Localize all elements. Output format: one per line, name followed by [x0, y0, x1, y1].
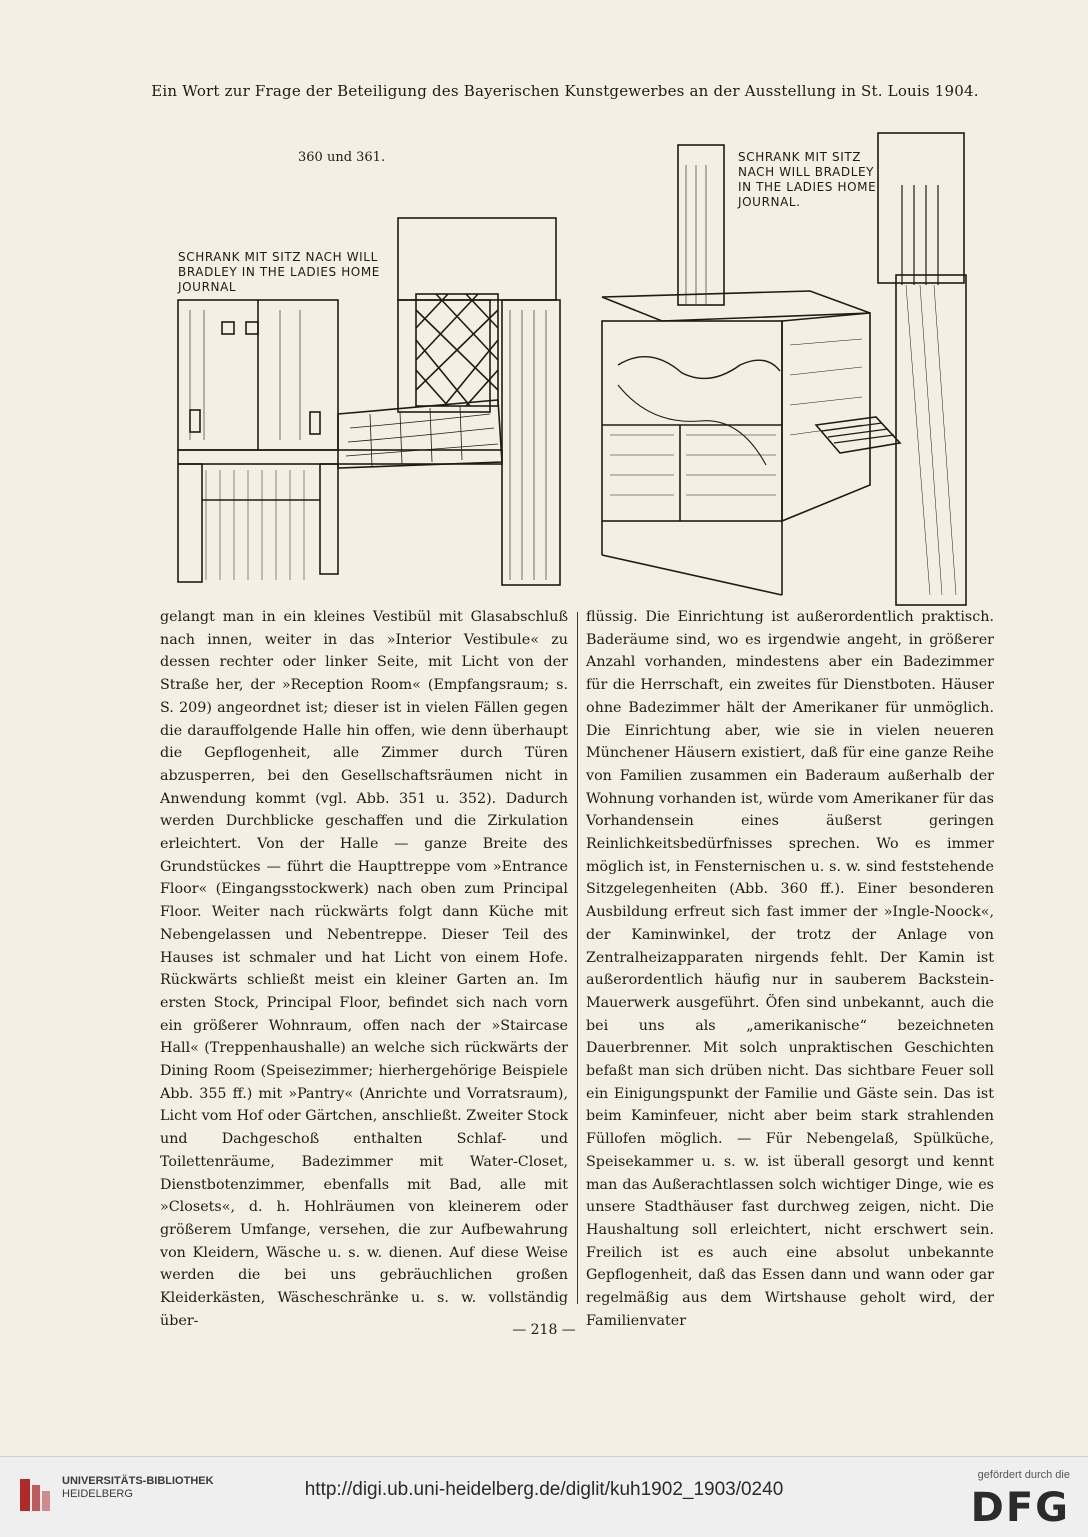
paragraph-left: gelangt man in ein kleines Vestibül mit Glasabschluß nach innen, weiter in das »Interior Vestibule« zu dessen rechter oder linker Seite, mit Licht von der Straße her, der »Reception Room« (Empfangsraum; s. S. 209) angeordnet ist; dieser ist in vielen Fällen gegen die darauffolgende Halle hin offen, wie denn überhaupt die Gepflogenheit, alle Zimmer durch Türen abzusperren, bei den Gesellschaftsräumen nicht in Anwendung kommt (vgl. Abb. 351 u. 352). Dadurch werden Durchblicke geschaffen und die Zirkulation erleichtert. Von der Halle — ganze Breite des Grundstückes — führt die Haupttreppe vom »Entrance Floor« (Eingangsstockwerk) nach oben zum Principal Floor. Weiter nach rückwärts folgt dann Küche mit Nebengelassen und Nebentreppe. Dieser Teil des Hauses ist schmaler und hat Licht von einem Hofe. Rückwärts schließt meist ein kleiner Garten an. Im ersten Stock, Principal Floor, befindet sich nach vorn ein größerer Wohnraum, offen nach der »Staircase Hall« (Treppenhaushalle) an welche sich rückwärts der Dining Room (Speisezimmer; hierhergehörige Beispiele Abb. 355 ff.) mit »Pantry« (Anrichte und Vorratsraum), Licht vom Hof oder Gärtchen, anschließt. Zweiter Stock und Dachgeschoß enthalten Schlaf- und Toilettenräume, Badezimmer mit Water-Closet, Dienstbotenzimmer, ebenfalls mit Bad, alle mit »Closets«, d. h. Hohlräumen von kleinerem oder größerem Umfange, versehen, die zur Aufbewahrung von Kleidern, Wäsche u. s. w. dienen. Auf diese Weise werden die bei uns gebräuchlichen großen Kleiderkästen, Wäscheschränke u. s. w. vollständig über- — [160, 609, 568, 1329]
digitization-url[interactable]: http://digi.ub.uni-heidelberg.de/diglit/kuh1902_1903/0240 — [304, 1479, 784, 1500]
figure-caption-left: SCHRANK MIT SITZ NACH WILL BRADLEY IN THE LADIES HOME JOURNAL — [178, 250, 380, 294]
paragraph-right: flüssig. Die Einrichtung ist außerordentlich praktisch. Baderäume sind, wo es irgendwie angeht, in größerer Anzahl vorhanden, mindestens aber ein Badezimmer für die Herrschaft, ein zweites für Dienstboten. Häuser ohne Badezimmer hält der Amerikaner für unmöglich. Die Einrichtung aber, wie sie in vielen neueren Münchener Häusern existiert, daß für eine ganze Reihe von Familien zusammen ein Baderaum außerhalb der Wohnung vorhanden ist, würde vom Amerikaner für das Vorhandensein eines äußerst geringen Reinlichkeitsbedürfnisses sprechen. Wo es immer möglich ist, in Fensternischen u. s. w. sind feststehende Sitzgelegenheiten (Abb. 360 ff.). Einer besonderen Ausbildung erfreut sich fast immer der »Ingle-Noock«, der Kaminwinkel, der trotz der Anlage von Zentralheizapparaten nirgends fehlt. Der Kamin ist außerordentlich häufig nur in sauberem Backstein-Mauerwerk ausgeführt. Öfen sind unbekannt, auch die bei uns als „amerikanische“ bezeichneten Dauerbrenner. Mit solch unpraktischen Geschichten befaßt man sich drüben nicht. Das sichtbare Feuer soll ein Einigungspunkt der Familie und Gäste sein. Das ist beim Kaminfeuer, nicht aber beim stark strahlenden Füllofen möglich. — Für Nebengelaß, Spülküche, Speisekammer u. s. w. ist überall gesorgt und kennt man das Außerachtlassen solch wichtiger Dinge, wie es unsere Stadthäuser fast durchweg zeigen, nicht. Die Haushaltung soll erleichtert, nicht erschwert sein. Freilich ist es auch eine absolut unbekannte Gepflogenheit, daß das Essen dann und wann oder gar regelmäßig aus dem Wirtshause geholt wird, der Familienvater — [586, 609, 994, 1329]
page-number: — 218 — — [512, 1322, 576, 1338]
running-title: Ein Wort zur Frage der Beteiligung des Bayerischen Kunstgewerbes an der Ausstellung in St. Louis 1904. — [151, 82, 979, 100]
text-column-left — [160, 606, 568, 1333]
figure-caption-right: SCHRANK MIT SITZ NACH WILL BRADLEY IN THE LADIES HOME JOURNAL. — [738, 150, 877, 209]
digitization-footer — [0, 1456, 1088, 1537]
column-divider — [577, 612, 578, 1304]
library-name: UNIVERSITÄTS-BIBLIOTHEK HEIDELBERG — [62, 1475, 214, 1500]
dfg-logo: DFG — [970, 1485, 1070, 1531]
figure-number: 360 und 361. — [298, 150, 386, 165]
funding-label: gefördert durch die — [977, 1469, 1070, 1481]
text-column-right — [586, 606, 994, 1333]
